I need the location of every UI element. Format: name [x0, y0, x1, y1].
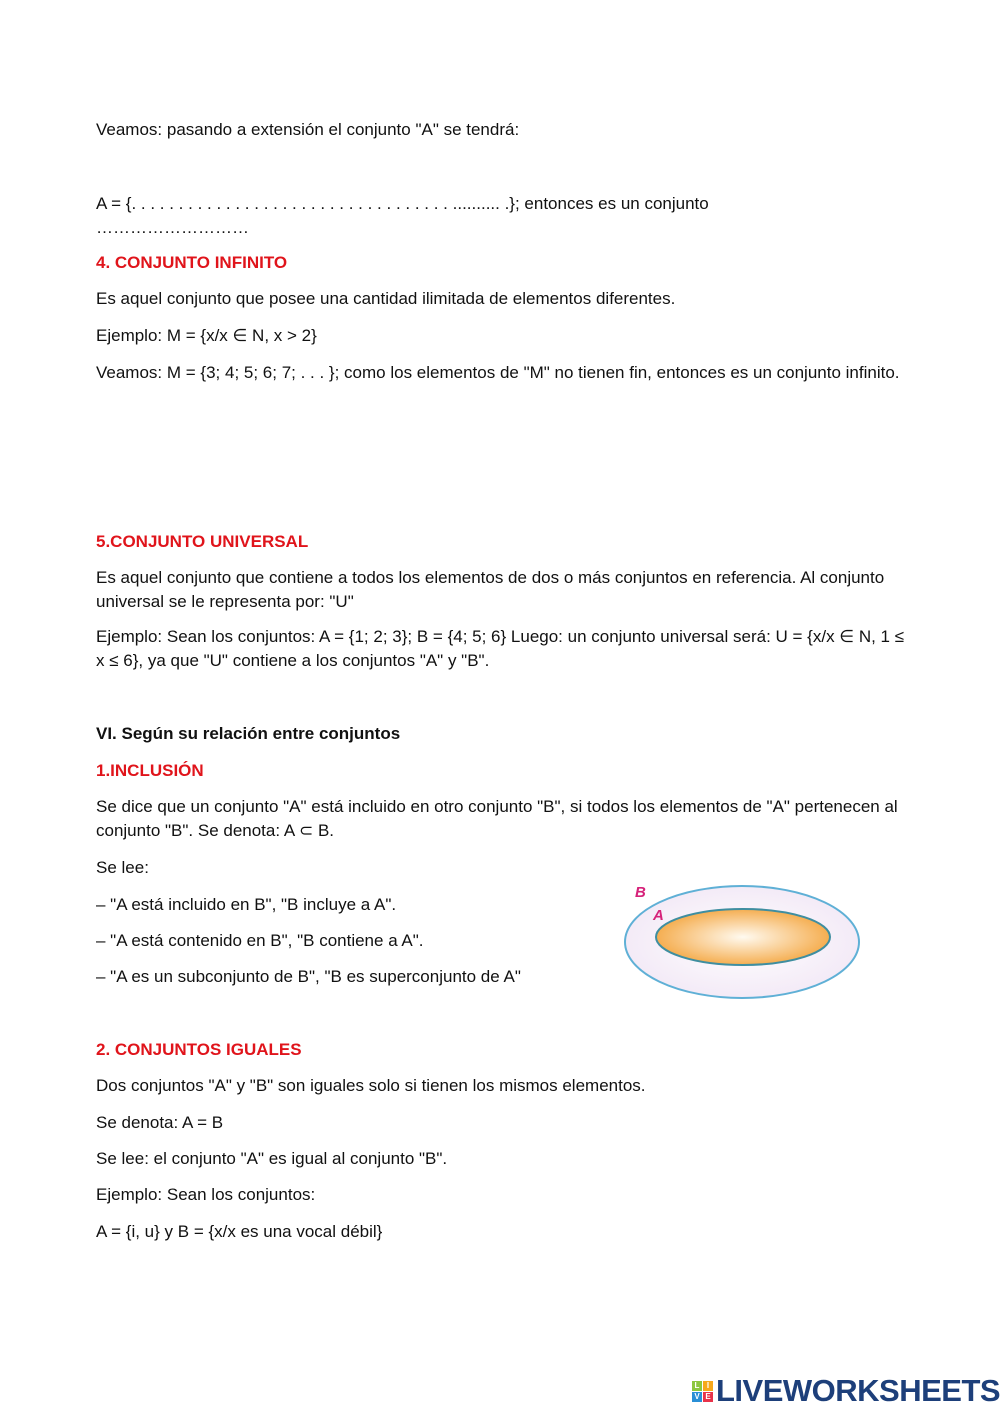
infinito-definition: Es aquel conjunto que posee una cantidad ilimitada de elementos diferentes. [96, 289, 676, 308]
iguales-example: Ejemplo: Sean los conjuntos: [96, 1185, 316, 1204]
set-b-label: B [635, 884, 646, 901]
iguales-reading: Se lee: el conjunto "A" es igual al conjunto "B". [96, 1149, 448, 1168]
iguales-notation: Se denota: A = B [96, 1113, 224, 1132]
logo-text: LIVEWORKSHEETS [716, 1373, 1000, 1408]
venn-diagram-inclusion [615, 875, 870, 1000]
set-a-label: A [653, 907, 664, 924]
infinito-example: Ejemplo: M = {x/x ∈ N, x > 2} [96, 326, 317, 345]
liveworksheets-logo [692, 1373, 1000, 1409]
tile-e: E [703, 1392, 713, 1402]
heading-relacion-conjuntos: VI. Según su relación entre conjuntos [96, 724, 401, 743]
set-a-ellipse [656, 909, 830, 965]
infinito-explanation: Veamos: M = {3; 4; 5; 6; 7; . . . }; como los elementos de "M" no tienen fin, entonces es un conjunto infinito. [96, 363, 900, 382]
heading-conjunto-universal: 5.CONJUNTO UNIVERSAL [96, 532, 309, 551]
iguales-definition: Dos conjuntos "A" y "B" son iguales solo si tienen los mismos elementos. [96, 1076, 646, 1095]
tile-i: I [703, 1381, 713, 1391]
inclusion-reading-3: – "A es un subconjunto de B", "B es superconjunto de A" [96, 967, 521, 986]
inclusion-se-lee: Se lee: [96, 858, 149, 877]
tile-v: V [692, 1392, 702, 1402]
logo-tiles-icon [692, 1381, 713, 1402]
universal-example: Ejemplo: Sean los conjuntos: A = {1; 2; 3}; B = {4; 5; 6} Luego: un conjunto universal será: U = {x/x ∈ N, 1 ≤ x ≤ 6}, ya que "U" contiene a los conjuntos "A" y "B". [96, 627, 905, 670]
inclusion-definition: Se dice que un conjunto "A" está incluido en otro conjunto "B", si todos los elementos de "A" pertenecen al conjunto "B". Se denota: A ⊂ B. [96, 797, 898, 840]
universal-definition: Es aquel conjunto que contiene a todos los elementos de dos o más conjuntos en referencia. Al conjunto universal se le representa por: "U" [96, 568, 885, 611]
intro-text: Veamos: pasando a extensión el conjunto "A" se tendrá: [96, 120, 520, 139]
heading-conjunto-infinito: 4. CONJUNTO INFINITO [96, 253, 288, 272]
set-a-extension: A = {. . . . . . . . . . . . . . . . . . . . . . . . . . . . . . . . . . .......... .}; entonces es un conjunto [96, 194, 709, 213]
inclusion-reading-1: – "A está incluido en B", "B incluye a A". [96, 895, 397, 914]
inclusion-reading-2: – "A está contenido en B", "B contiene a A". [96, 931, 424, 950]
blank-dots: ……………………… [96, 218, 249, 237]
heading-inclusion: 1.INCLUSIÓN [96, 761, 204, 780]
heading-conjuntos-iguales: 2. CONJUNTOS IGUALES [96, 1040, 302, 1059]
iguales-example-sets: A = {i, u} y B = {x/x es una vocal débil} [96, 1222, 383, 1241]
tile-l: L [692, 1381, 702, 1391]
